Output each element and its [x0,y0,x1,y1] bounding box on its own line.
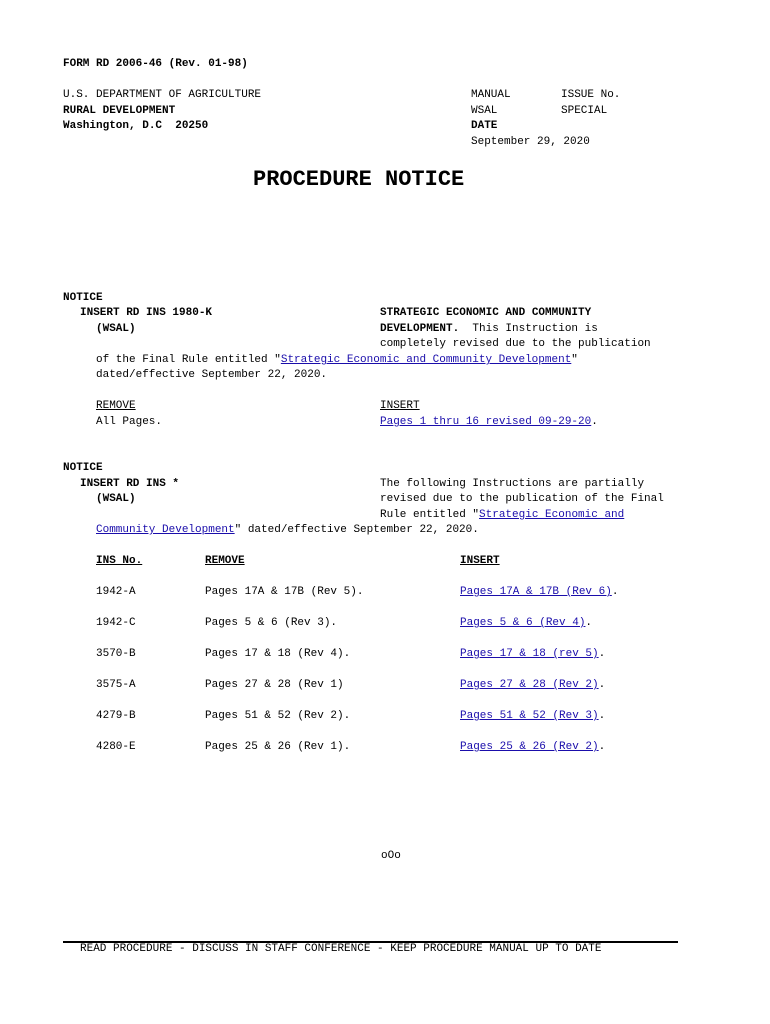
row-ins: 3575-A [96,679,136,691]
col-header-remove: REMOVE [205,555,245,567]
row-remove: Pages 17A & 17B (Rev 5). [205,586,364,598]
row-remove: Pages 25 & 26 (Rev 1). [205,741,351,753]
notice-1-body-line4: of the Final Rule entitled "Strategic Economic and Community Development" [96,354,578,366]
footer-text: READ PROCEDURE - DISCUSS IN STAFF CONFERENCE - KEEP PROCEDURE MANUAL UP TO DATE [80,943,602,955]
table-row: 4279-B Pages 51 & 52 (Rev 2). Pages 51 & 52 (Rev 3). [96,710,606,722]
row-ins: 1942-C [96,617,136,629]
notice-1-insert-value: Pages 1 thru 16 revised 09-29-20. [380,416,598,428]
date-value: September 29, 2020 [471,136,590,148]
notice-1-body-line5: dated/effective September 22, 2020. [96,369,328,381]
date-label: DATE [471,120,498,132]
notice-1-body-line2: DEVELOPMENT. This Instruction is [380,323,598,335]
agency-city: Washington, D.C 20250 [63,120,209,132]
insert-pages-link[interactable]: Pages 1 thru 16 revised 09-29-20 [380,416,592,428]
end-mark: oOo [381,850,401,862]
notice-1-body-line3: completely revised due to the publication [380,338,651,350]
row-insert-link[interactable]: Pages 17A & 17B (Rev 6) [460,586,612,598]
issue-label: ISSUE No. [561,89,621,101]
row-remove: Pages 5 & 6 (Rev 3). [205,617,338,629]
notice-2-wsal: (WSAL) [96,493,136,505]
rule-link-part2[interactable]: Community Development [96,524,235,536]
row-remove: Pages 51 & 52 (Rev 2). [205,710,351,722]
notice-2-body-line4: Community Development" dated/effective September 22, 2020. [96,524,479,536]
table-row: 1942-A Pages 17A & 17B (Rev 5). Pages 17A & 17B (Rev 6). [96,586,619,598]
notice-1-heading: STRATEGIC ECONOMIC AND COMMUNITY [380,307,592,319]
table-row: 3570-B Pages 17 & 18 (Rev 4). Pages 17 & 18 (rev 5). [96,648,606,660]
notice-2-insert: INSERT RD INS * [80,478,180,490]
notice-1-insert: INSERT RD INS 1980-K [80,307,213,319]
form-id: FORM RD 2006-46 (Rev. 01-98) [63,58,248,70]
notice-2-label: NOTICE [63,462,103,474]
agency-division: RURAL DEVELOPMENT [63,105,176,117]
row-insert-link[interactable]: Pages 27 & 28 (Rev 2) [460,679,599,691]
row-insert-link[interactable]: Pages 17 & 18 (rev 5) [460,648,599,660]
rule-link[interactable]: Strategic Economic and Community Development [280,354,572,366]
row-insert-link[interactable]: Pages 25 & 26 (Rev 2) [460,741,599,753]
row-ins: 3570-B [96,648,136,660]
notice-1-remove-value: All Pages. [96,416,163,428]
notice-2-body-line1: The following Instructions are partially [380,478,645,490]
table-row: 1942-C Pages 5 & 6 (Rev 3). Pages 5 & 6 (Rev 4). [96,617,593,629]
row-ins: 4280-E [96,741,136,753]
row-ins: 4279-B [96,710,136,722]
notice-1-remove-label: REMOVE [96,400,136,412]
row-remove: Pages 27 & 28 (Rev 1) [205,679,344,691]
row-remove: Pages 17 & 18 (Rev 4). [205,648,351,660]
manual-value: WSAL [471,105,498,117]
rule-link-part1[interactable]: Strategic Economic and [479,509,625,521]
manual-label: MANUAL [471,89,511,101]
row-insert-link[interactable]: Pages 5 & 6 (Rev 4) [460,617,586,629]
row-insert-link[interactable]: Pages 51 & 52 (Rev 3) [460,710,599,722]
col-header-insert: INSERT [460,555,500,567]
col-header-ins-no: INS No. [96,555,143,567]
page-title: PROCEDURE NOTICE [253,167,465,192]
agency-dept: U.S. DEPARTMENT OF AGRICULTURE [63,89,262,101]
table-row: 3575-A Pages 27 & 28 (Rev 1) Pages 27 & 28 (Rev 2). [96,679,606,691]
row-ins: 1942-A [96,586,136,598]
notice-1-insert-label: INSERT [380,400,420,412]
notice-2-body-line2: revised due to the publication of the Final [380,493,664,505]
issue-value: SPECIAL [561,105,608,117]
notice-1-label: NOTICE [63,292,103,304]
notice-1-wsal: (WSAL) [96,323,136,335]
notice-2-body-line3: Rule entitled "Strategic Economic and [380,509,625,521]
table-row: 4280-E Pages 25 & 26 (Rev 1). Pages 25 & 26 (Rev 2). [96,741,606,753]
notice-1-heading-cont: DEVELOPMENT. [380,323,460,335]
